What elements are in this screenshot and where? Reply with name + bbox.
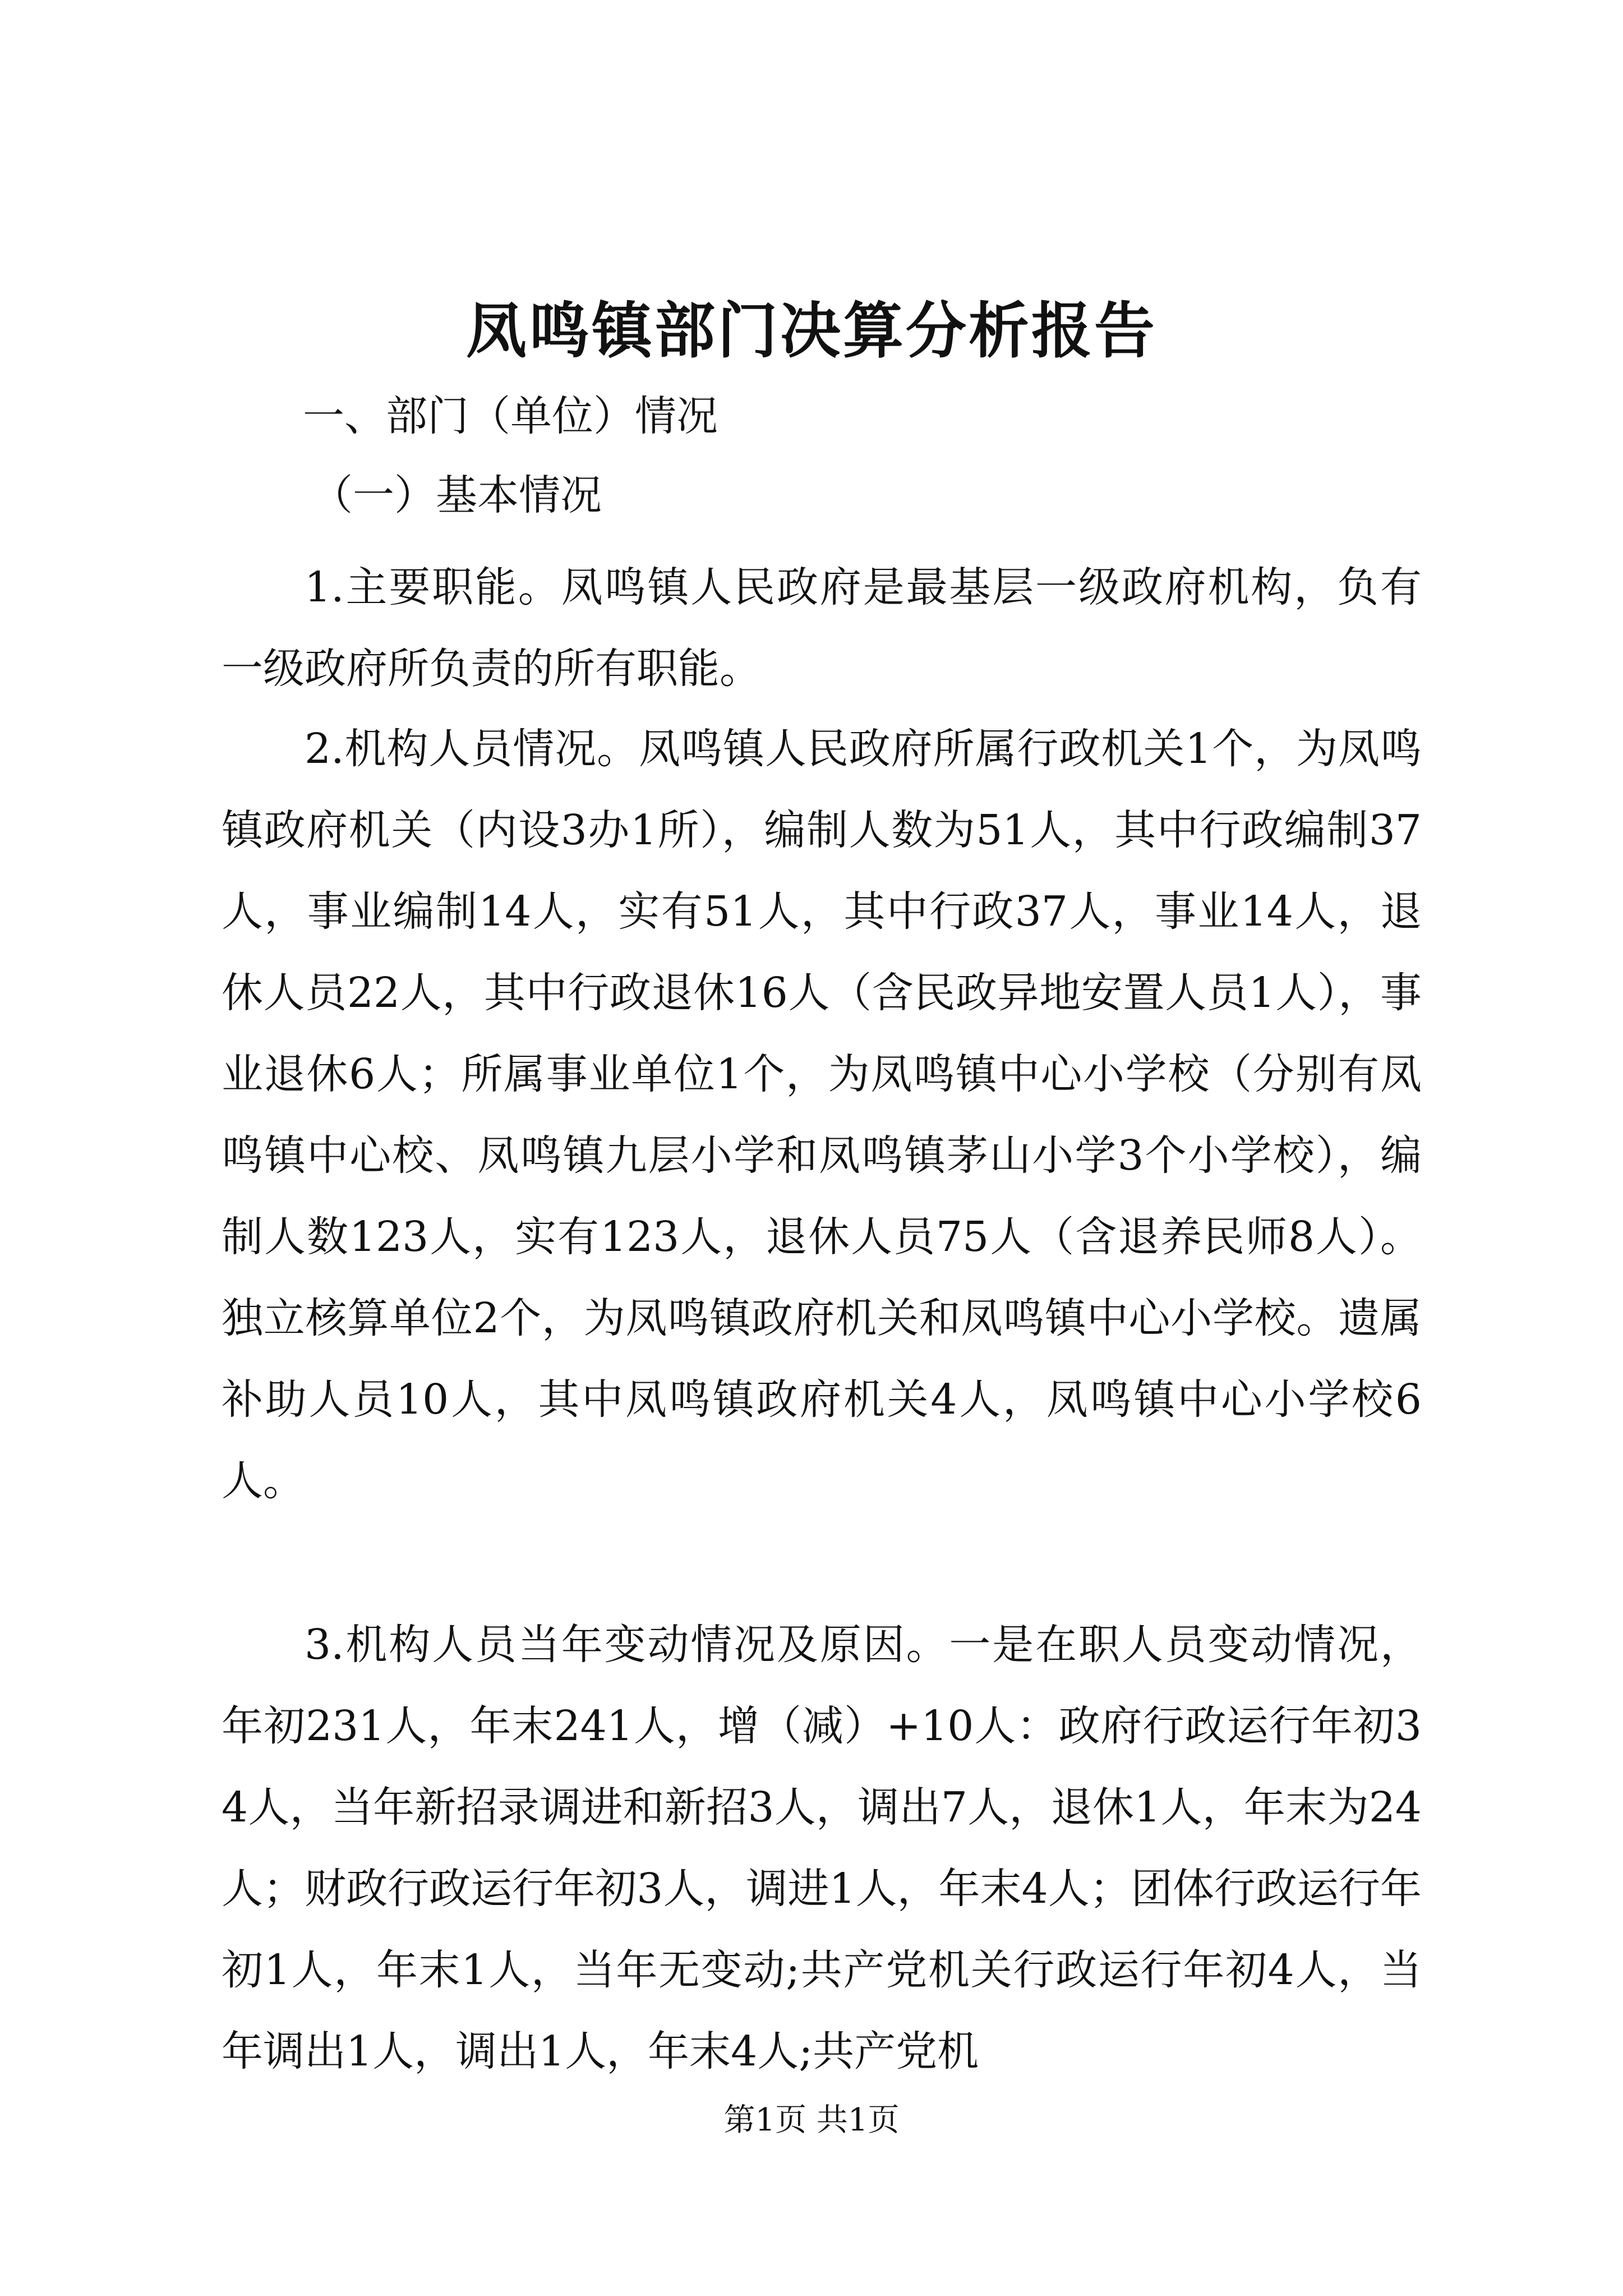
subsection-heading: （一）基本情况 [311, 471, 602, 519]
page-number-footer: 第1页 共1页 [723, 2102, 900, 2138]
document-title: 凤鸣镇部门决算分析报告 [465, 296, 1157, 366]
paragraph-main-functions: 1.主要职能。凤鸣镇人民政府是最基层一级政府机构，负有一级政府所负责的所有职能。 [222, 563, 1422, 693]
section-heading: 一、部门（单位）情况 [303, 392, 718, 440]
paragraph-staffing: 2.机构人员情况。凤鸣镇人民政府所属行政机关1个，为凤鸣镇政府机关（内设3办1所），编制人数为51人，其中行政编制37人，事业编制14人，实有51人，其中行政37人，事业14人，退休人员22人，其中行政退休16人（含民政异地安置人员1人），事业退休6人；所属事业单位1个，为凤鸣镇中心小学校（分别有凤鸣镇中心校、凤鸣镇九层小学和凤鸣镇茅山小学3个小学校），编制人数123人，实有123人，退休人员75人（含退养民师8人）。独立核算单位2个，为凤鸣镇政府机关和凤鸣镇中心小学校。遗属补助人员10人，其中凤鸣镇政府机关4人，凤鸣镇中心小学校6人。 [222, 725, 1422, 1505]
paragraph-staff-changes: 3.机构人员当年变动情况及原因。一是在职人员变动情况，年初231人，年末241人，增（减）+10人：政府行政运行年初34人，当年新招录调进和新招3人，调出7人，退休1人，年末为24人；财政行政运行年初3人，调进1人，年末4人；团体行政运行年初1人，年末1人，当年无变动;共产党机关行政运行年初4人，当年调出1人，调出1人，年末4人;共产党机 [222, 1621, 1422, 2076]
